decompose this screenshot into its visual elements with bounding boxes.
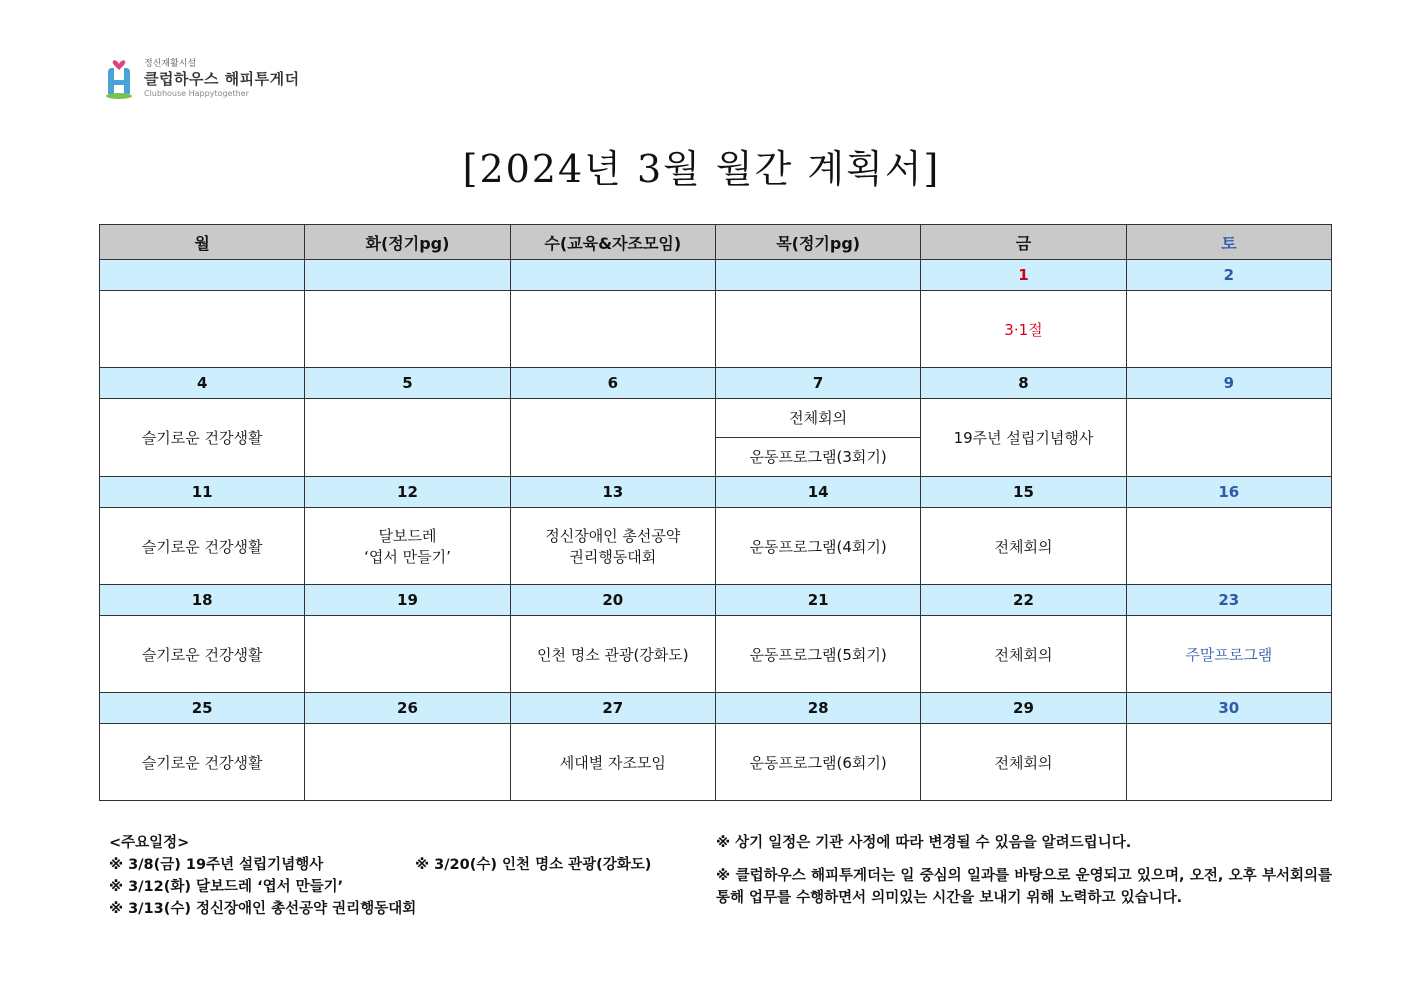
page-title: [2024년 3월 월간 계획서] [462,147,941,191]
event-cell: 세대별 자조모임 [510,724,715,801]
event-cell [305,399,510,477]
event-row [100,508,1332,585]
date-cell: 8 [921,368,1126,399]
date-cell: 25 [100,693,305,724]
header-wed: 수(교육&자조모임) [510,225,715,260]
date-row [100,368,1332,399]
date-cell [305,260,510,291]
event-cell: 슬기로운 건강생활 [100,399,305,477]
logo-sub-text: Clubhouse Happytogether [144,89,249,98]
event-line: 달보드레 [378,527,437,545]
date-cell: 22 [921,585,1126,616]
event-cell [715,291,920,368]
event-cell [100,291,305,368]
date-cell: 13 [510,477,715,508]
key-schedule-notes [109,832,709,920]
event-cell: 운동프로그램(5회기) [715,616,920,693]
logo-main-text: 클럽하우스 해피투게더 [144,70,300,88]
event-cell [1126,508,1331,585]
event-row [100,724,1332,801]
note-item: ※ 3/20(수) 인천 명소 관광(강화도) [415,857,652,873]
note-item: ※ 3/12(화) 달보드레 ‘엽서 만들기’ [109,879,344,895]
event-cell [305,508,510,585]
date-cell [715,260,920,291]
date-cell: 18 [100,585,305,616]
note-item: ※ 3/8(금) 19주년 설립기념행사 [109,857,324,873]
event-cell [305,616,510,693]
date-cell: 19 [305,585,510,616]
event-cell [510,399,715,477]
date-cell [100,260,305,291]
header-thu: 목(정기pg) [715,225,920,260]
event-cell [510,508,715,585]
event-cell [305,724,510,801]
date-cell: 23 [1126,585,1331,616]
note-description: ※ 클럽하우스 해피투게더는 일 중심의 일과를 바탕으로 운영되고 있으며, 오전, 오후 부서회의를 통해 업무를 수행하면서 의미있는 시간을 보내기 위해 노력하고 있습니다. [716,868,1332,906]
event-cell [510,291,715,368]
event-row [100,616,1332,693]
event-cell: 19주년 설립기념행사 [921,399,1126,477]
date-cell: 27 [510,693,715,724]
holiday-event: 3·1절 [921,291,1126,368]
event-cell [1126,399,1331,477]
event-meeting: 전체회의 [789,409,848,427]
event-row [100,291,1332,368]
event-cell: 운동프로그램(4회기) [715,508,920,585]
date-row [100,477,1332,508]
event-cell: 슬기로운 건강생활 [100,616,305,693]
event-cell [305,291,510,368]
notes-heading: <주요일정> [109,835,190,851]
weekday-header-row [100,225,1332,260]
date-cell: 30 [1126,693,1331,724]
header-tue: 화(정기pg) [305,225,510,260]
date-cell: 11 [100,477,305,508]
note-change-notice: ※ 상기 일정은 기관 사정에 따라 변경될 수 있음을 알려드립니다. [716,835,1132,851]
event-cell [1126,291,1331,368]
date-cell: 26 [305,693,510,724]
header-fri: 금 [921,225,1126,260]
date-cell: 4 [100,368,305,399]
event-cell: 전체회의 [921,724,1126,801]
logo-small-text: 정신재활시설 [144,59,197,69]
date-cell: 12 [305,477,510,508]
date-cell: 9 [1126,368,1331,399]
date-cell [510,260,715,291]
date-cell: 21 [715,585,920,616]
notes-line [109,854,709,876]
event-line: 정신장애인 총선공약 [545,527,681,545]
event-cell: 전체회의 [921,616,1126,693]
date-cell: 1 [921,260,1126,291]
date-cell: 2 [1126,260,1331,291]
weekend-event: 주말프로그램 [1126,616,1331,693]
date-cell: 16 [1126,477,1331,508]
event-line: ‘엽서 만들기’ [364,548,451,566]
calendar-table [99,224,1332,801]
event-cell: 슬기로운 건강생활 [100,724,305,801]
logo [104,50,304,102]
event-cell: 운동프로그램(6회기) [715,724,920,801]
event-row [100,399,1332,477]
date-cell: 14 [715,477,920,508]
date-row [100,585,1332,616]
event-cell [1126,724,1331,801]
header-sat: 토 [1126,225,1331,260]
date-cell: 15 [921,477,1126,508]
date-cell: 5 [305,368,510,399]
event-exercise: 운동프로그램(3회기) [716,437,920,476]
date-row [100,260,1332,291]
event-cell: 인천 명소 관광(강화도) [510,616,715,693]
date-cell: 28 [715,693,920,724]
event-cell-split [715,399,920,477]
logo-h-icon [104,54,134,100]
event-cell: 전체회의 [921,508,1126,585]
date-cell: 20 [510,585,715,616]
date-row [100,693,1332,724]
event-cell: 슬기로운 건강생활 [100,508,305,585]
header-mon: 월 [100,225,305,260]
date-cell: 7 [715,368,920,399]
date-cell: 29 [921,693,1126,724]
general-notes [716,832,1332,909]
date-cell: 6 [510,368,715,399]
event-line: 권리행동대회 [569,548,657,566]
note-item: ※ 3/13(수) 정신장애인 총선공약 권리행동대회 [109,901,417,917]
